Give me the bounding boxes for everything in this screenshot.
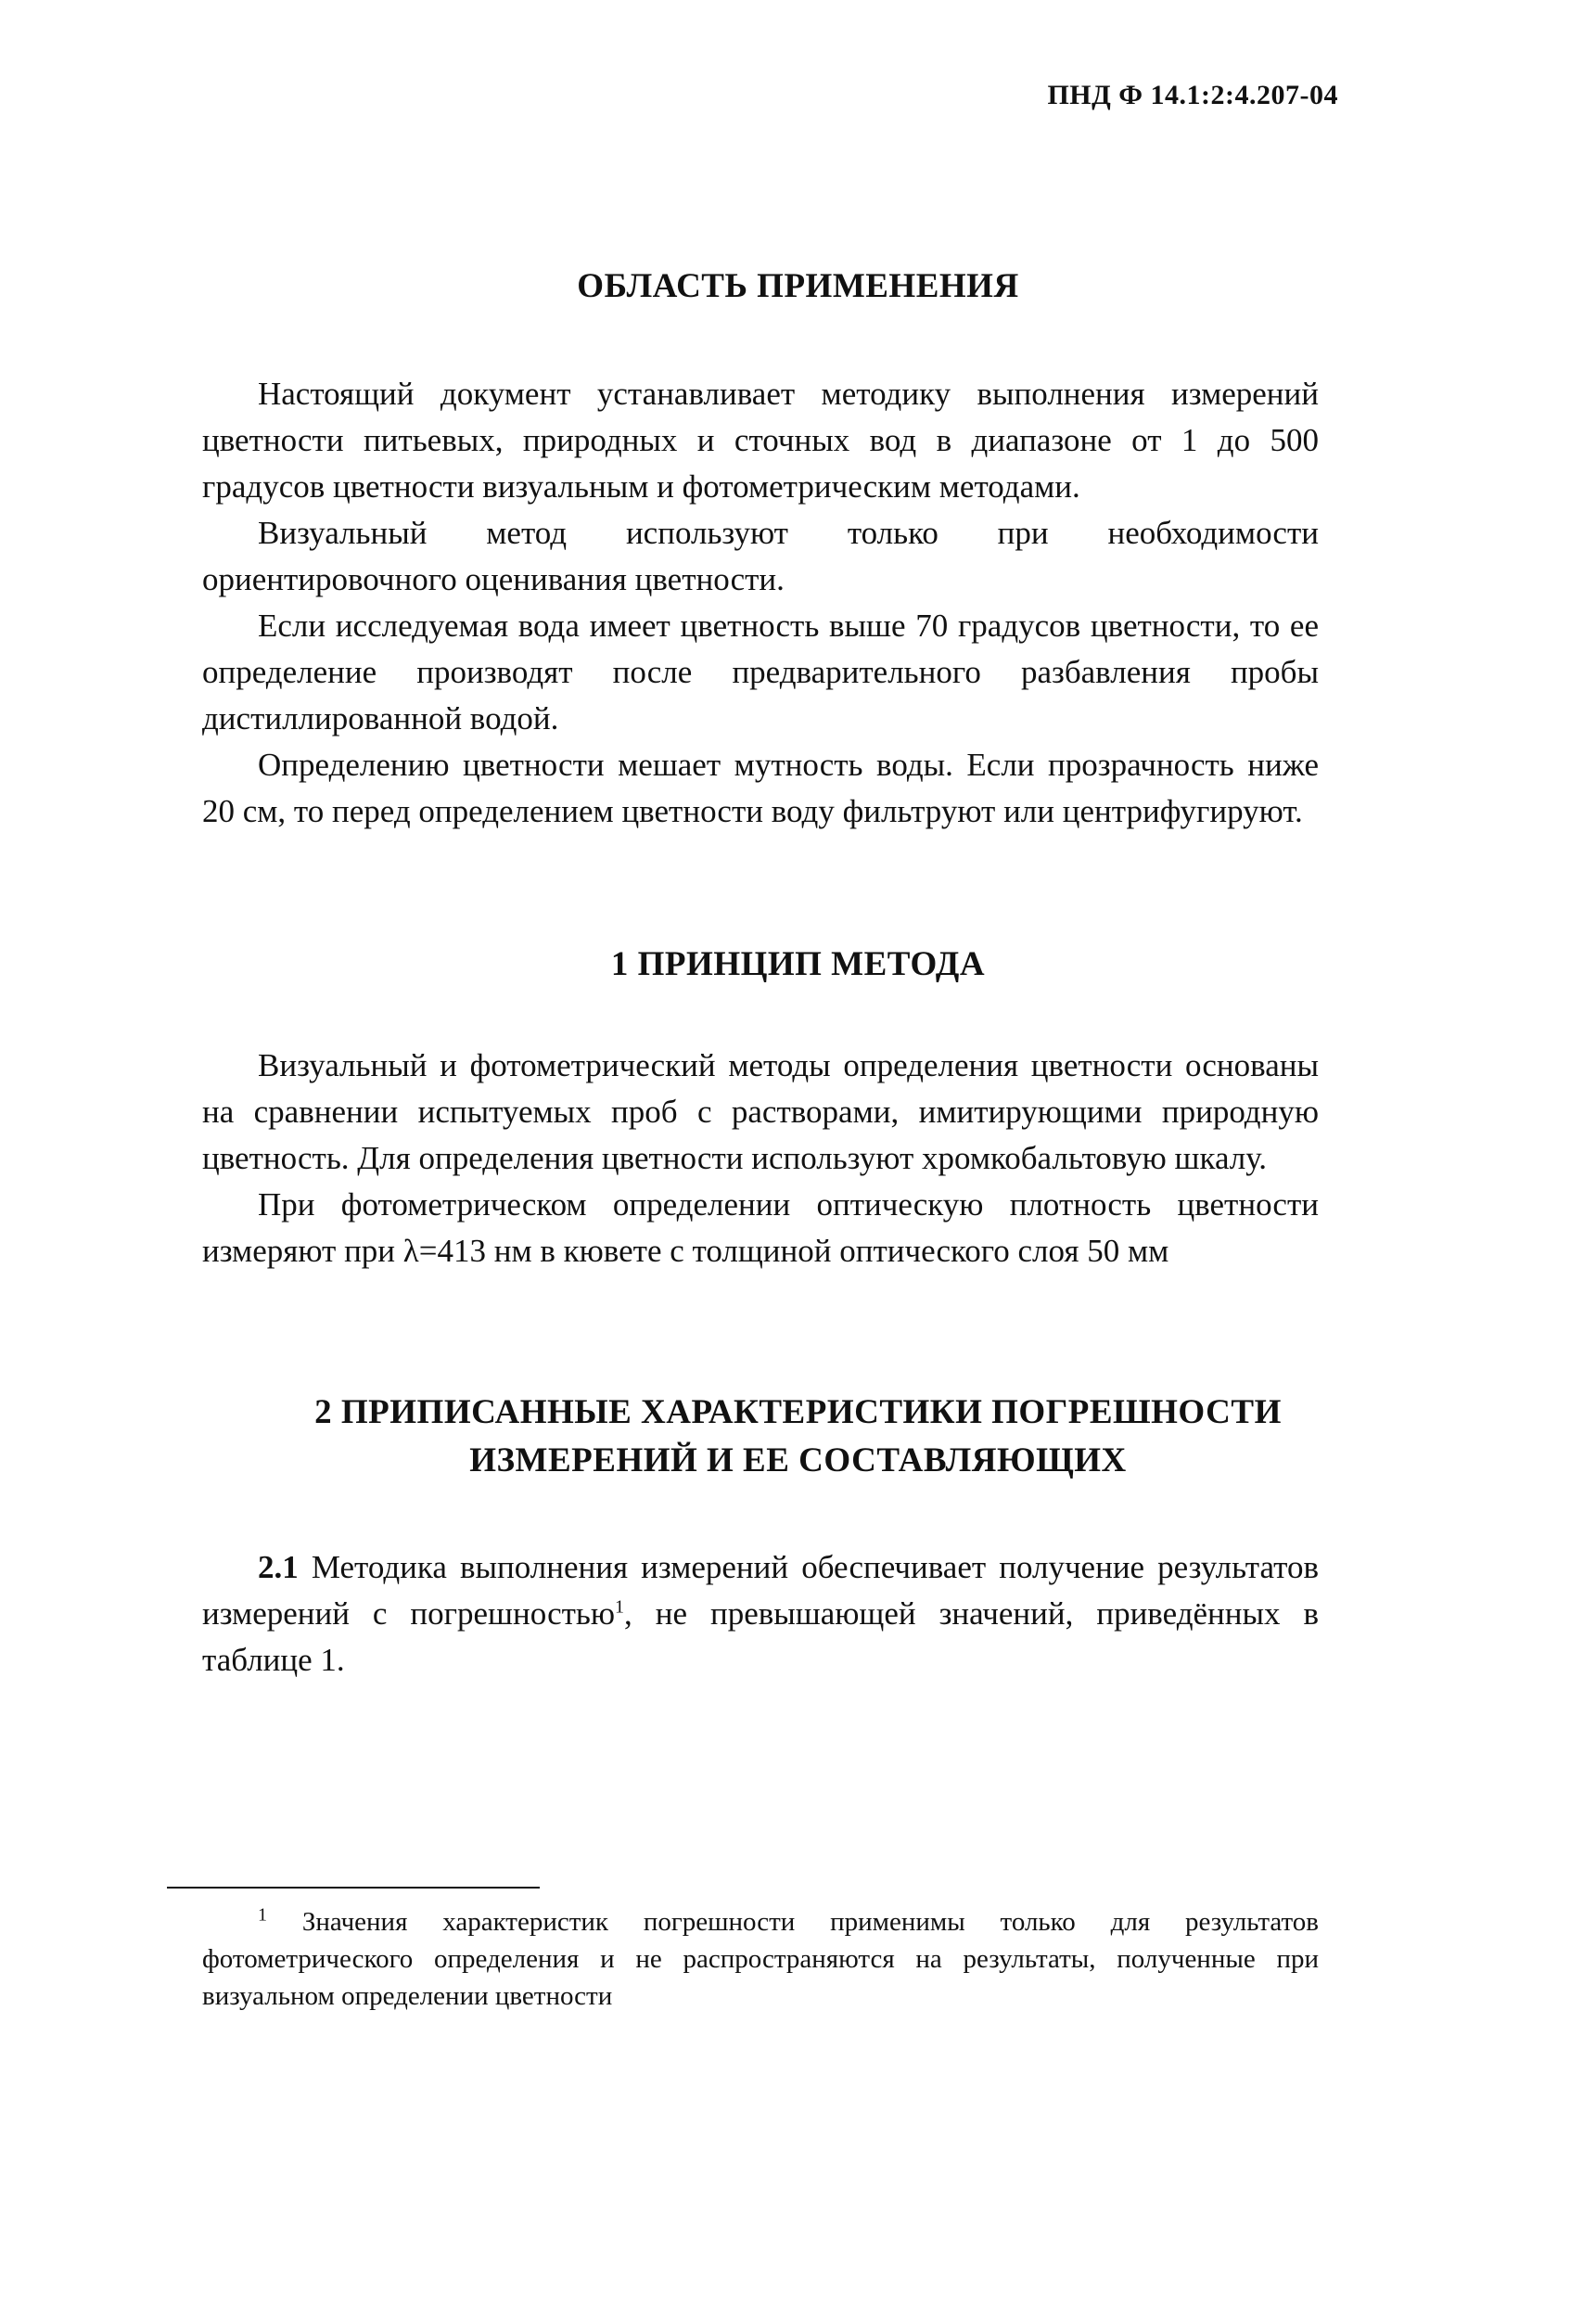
section-1-paragraph: Визуальный и фотометрический методы определения цветности основаны на сравнении испытуемых проб с растворами, имитирующими природную цветность. Для определения цветности используют хромкобальтовую шкалу. (202, 1047, 1319, 1176)
scope-body (202, 371, 1319, 835)
scope-paragraph: Определению цветности мешает мутность воды. Если прозрачность ниже 20 см, то перед определением цветности воду фильтруют или центрифугируют. (202, 747, 1319, 829)
scope-paragraph: Если исследуемая вода имеет цветность выше 70 градусов цветности, то ее определение производят после предварительного разбавления пробы дистиллированной водой. (202, 608, 1319, 736)
heading-section-2-line-2: ИЗМЕРЕНИЙ И ЕЕ СОСТАВЛЯЮЩИХ (469, 1441, 1127, 1479)
section-2-body (202, 1544, 1319, 1684)
footnote-text: Значения характеристик погрешности применимы только для результатов фотометрического определения и не распространяются на результаты, полученные при визуальном определении цветности (202, 1907, 1319, 2011)
section-1-paragraph: При фотометрическом определении оптическую плотность цветности измеряют при λ=413 нм в кювете с толщиной оптического слоя 50 мм (202, 1186, 1319, 1269)
scope-paragraph: Визуальный метод используют только при необходимости ориентировочного оценивания цветности. (202, 515, 1319, 597)
scope-paragraph: Настоящий документ устанавливает методику выполнения измерений цветности питьевых, природных и сточных вод в диапазоне от 1 до 500 градусов цветности визуальным и фотометрическим методами. (202, 376, 1319, 505)
heading-section-2-line-1: 2 ПРИПИСАННЫЕ ХАРАКТЕРИСТИКИ ПОГРЕШНОСТИ (314, 1393, 1282, 1431)
clause-2-1 (202, 1544, 1319, 1684)
document-code: ПНД Ф 14.1:2:4.207-04 (1047, 80, 1338, 110)
heading-section-1: 1 ПРИНЦИП МЕТОДА (610, 945, 986, 983)
clause-text-end: , не превышающей значений, приведённых в таблице 1. (202, 1595, 1319, 1678)
footnote (202, 1903, 1319, 2015)
clause-number: 2.1 (258, 1549, 299, 1585)
section-1-body (202, 1043, 1319, 1274)
footnote-paragraph (202, 1903, 1319, 2015)
clause-text-start: Методика выполнения измерений обеспечивает получение результатов измерений с погрешностью (202, 1549, 1319, 1632)
footnote-separator (167, 1887, 540, 1889)
footnote-mark: 1 (258, 1904, 267, 1926)
footnote-reference: 1 (615, 1596, 625, 1618)
heading-scope: ОБЛАСТЬ ПРИМЕНЕНИЯ (577, 267, 1019, 305)
